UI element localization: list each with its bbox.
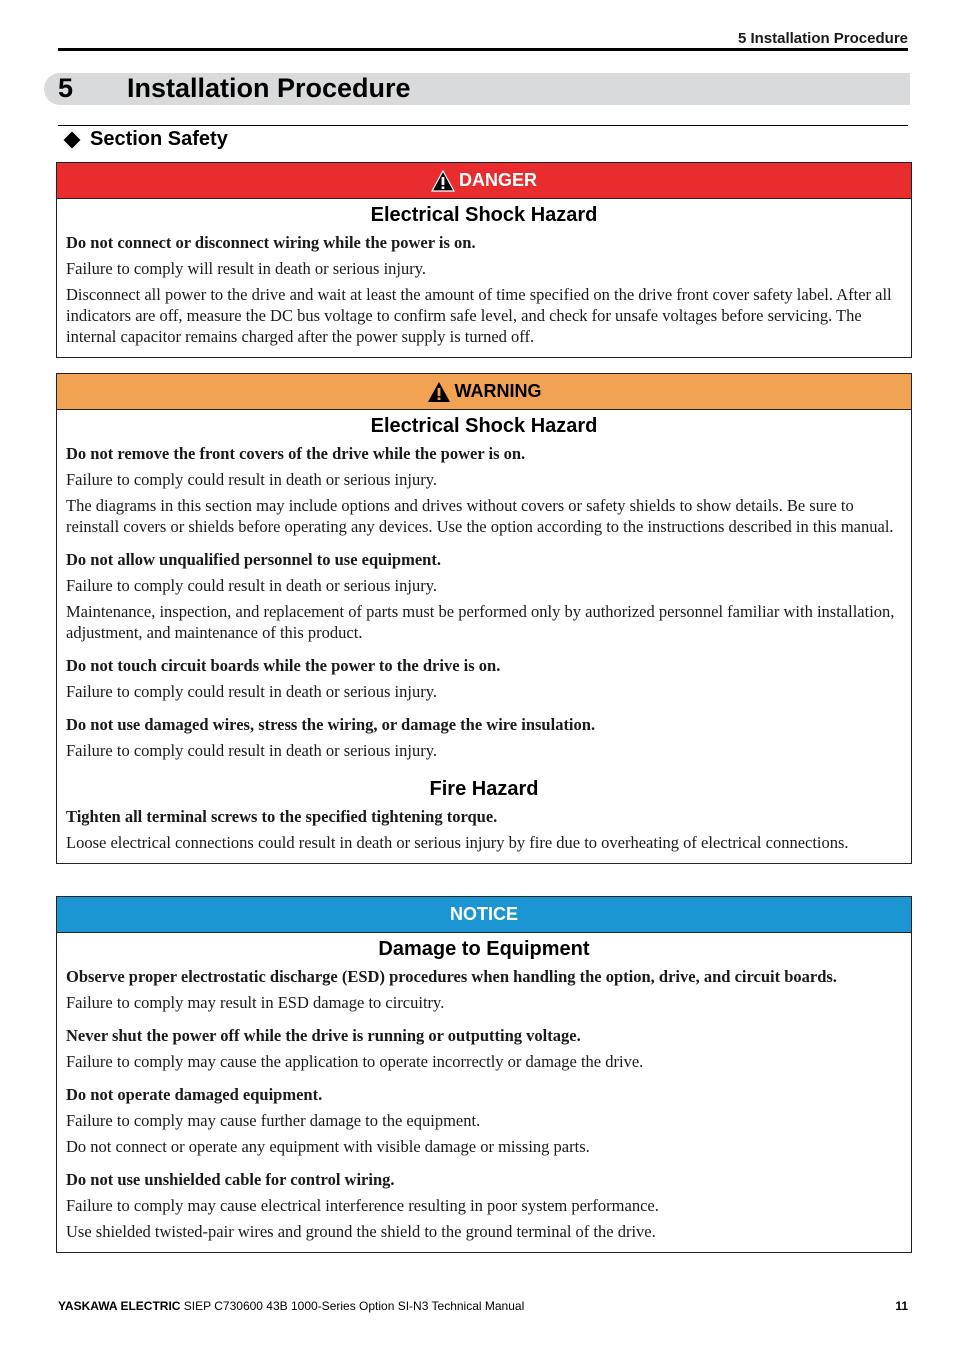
running-header: 5 Installation Procedure [737,30,908,47]
hazard-title: Electrical Shock Hazard [370,415,598,437]
notice-label: NOTICE [449,904,518,924]
section-rule [58,125,908,126]
consequence-text: Failure to comply will result in death or serious injury. [66,259,427,278]
instruction-bold: Never shut the power off while the drive is running or outputting voltage. [66,1026,581,1045]
warning-label: WARNING [454,381,542,401]
hazard-title: Electrical Shock Hazard [370,204,598,226]
consequence-text: Failure to comply could result in death or serious injury. [66,470,438,489]
instruction-bold: Do not touch circuit boards while the power to the drive is on. [66,656,501,675]
chapter-title: Installation Procedure [127,73,411,103]
consequence-text: Failure to comply may cause further damage to the equipment. [66,1111,481,1130]
instruction-bold: Do not allow unqualified personnel to use equipment. [66,550,441,569]
warning-body [57,414,911,863]
danger-label: DANGER [458,170,537,190]
section-title: Section Safety [90,128,228,150]
instruction-bold: Observe proper electrostatic discharge (ESD) procedures when handling the option, drive, and circuit boards. [66,967,837,986]
consequence-text: Loose electrical connections could result in death or serious injury by fire due to overheating of electrical connections. [66,833,849,852]
consequence-text: Failure to comply could result in death or serious injury. [66,682,438,701]
detail-text: Use shielded twisted-pair wires and ground the shield to the ground terminal of the drive. [66,1222,656,1241]
consequence-text: Failure to comply may cause electrical interference resulting in poor system performance. [66,1196,659,1215]
danger-body [57,203,911,357]
chapter-heading-bar [44,73,910,105]
warning-box [56,373,912,864]
danger-header [57,163,911,199]
header-rule [58,48,908,51]
diamond-icon [64,131,81,148]
detail-text: The diagrams in this section may include options and drives without covers or safety shields to show details. Be sure to reinstall covers or shields before operating any devices. Use the option according to the instructions described in this manual. [66,496,894,536]
page-footer [58,1299,908,1313]
footer-brand: YASKAWA ELECTRIC [58,1299,181,1313]
detail-text: Do not connect or operate any equipment with visible damage or missing parts. [66,1137,590,1156]
consequence-text: Failure to comply may result in ESD damage to circuitry. [66,993,445,1012]
notice-header [57,897,911,933]
notice-box [56,896,912,1253]
footer-doc-title: SIEP C730600 43B 1000-Series Option SI-N3 Technical Manual [180,1299,525,1313]
instruction-bold: Do not operate damaged equipment. [66,1085,323,1104]
detail-text: Disconnect all power to the drive and wait at least the amount of time specified on the drive front cover safety label. After all indicators are off, measure the DC bus voltage to confirm safe level, and check for unsafe voltages before servicing. The internal capacitor remains charged after the power supply is turned off. [66,285,892,346]
page-number: 11 [895,1299,908,1313]
warning-triangle-icon [427,381,451,403]
section-heading [64,128,228,151]
consequence-text: Failure to comply may cause the application to operate incorrectly or damage the drive. [66,1052,644,1071]
notice-body [57,937,911,1252]
instruction-bold: Tighten all terminal screws to the specified tightening torque. [66,807,498,826]
chapter-number: 5 [58,73,74,103]
warning-triangle-icon [431,170,455,192]
hazard-title: Damage to Equipment [378,938,590,960]
detail-text: Maintenance, inspection, and replacement of parts must be performed only by authorized personnel familiar with installation, adjustment, and maintenance of this product. [66,602,895,642]
danger-box [56,162,912,358]
instruction-bold: Do not connect or disconnect wiring while the power is on. [66,233,476,252]
hazard-title: Fire Hazard [429,778,539,800]
instruction-bold: Do not use damaged wires, stress the wiring, or damage the wire insulation. [66,715,596,734]
instruction-bold: Do not remove the front covers of the drive while the power is on. [66,444,526,463]
warning-header [57,374,911,410]
consequence-text: Failure to comply could result in death or serious injury. [66,741,438,760]
consequence-text: Failure to comply could result in death or serious injury. [66,576,438,595]
instruction-bold: Do not use unshielded cable for control wiring. [66,1170,395,1189]
